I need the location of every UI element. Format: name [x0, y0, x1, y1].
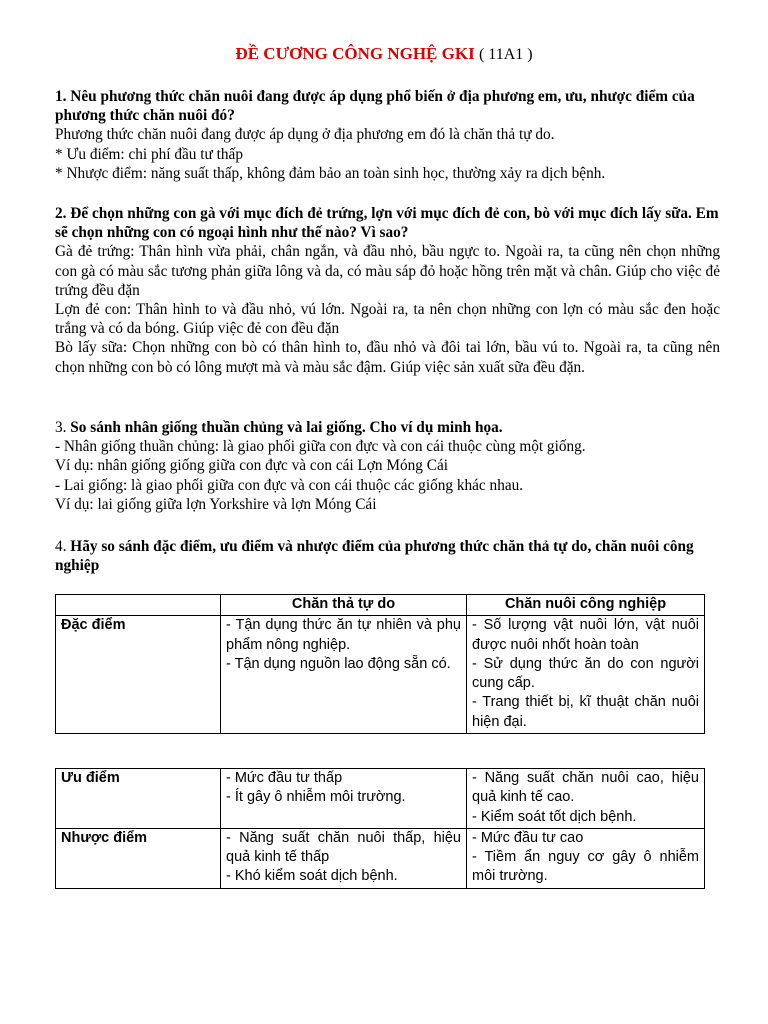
cell-industrial-advantages [467, 769, 705, 829]
cell-line: - Ít gây ô nhiễm môi trường. [226, 789, 406, 806]
cell-free-range-advantages [221, 769, 467, 829]
q2-chicken-paragraph: Gà đẻ trứng: Thân hình vừa phải, chân ngắn, và đầu nhỏ, bầu ngực to. Ngoài ra, ta cũng nên chọn những con gà có màu sắc tương phản giữa lông và da, có màu sáp đỏ hoặc hồng trên mặt và chân. Giúp cho việc đẻ trứng đều đặn [55, 243, 720, 299]
cell-line: - Tiềm ẩn nguy cơ gây ô nhiễm môi trường. [472, 849, 699, 885]
table-header-industrial: Chăn nuôi công nghiệp [467, 595, 705, 616]
q3-line: Ví dụ: lai giống giữa lợn Yorkshire và lợn Móng Cái [55, 495, 377, 513]
question-4-number: 4. [55, 538, 71, 555]
question-4-heading [55, 537, 720, 575]
cell-line: - Mức đầu tư thấp [226, 770, 343, 786]
question-2-text: 2. Để chọn những con gà với mục đích đẻ trứng, lợn với mục đích đẻ con, bò với mục đích lấy sữa. Em sẽ chọn những con có ngoại hình như thế nào? Vì sao? [55, 205, 719, 242]
q3-line: - Nhân giống thuần chủng: là giao phối giữa con đực và con cái thuộc cùng một giống. [55, 438, 586, 456]
table-header-free-range: Chăn thả tự do [221, 595, 467, 616]
cell-line: - Tận dụng nguồn lao động sẵn có. [226, 655, 451, 672]
q2-pig-paragraph: Lợn đẻ con: Thân hình to và đầu nhỏ, vú lớn. Ngoài ra, ta nên chọn những con lợn có màu sắc đen hoặc trắng và có da bóng. Giúp việc đẻ con đều đặn [55, 301, 720, 338]
cell-line: - Năng suất chăn nuôi thấp, hiệu quả kinh tế thấp [226, 829, 461, 866]
document-title [0, 44, 768, 65]
question-1-text: 1. Nêu phương thức chăn nuôi đang được áp dụng phổ biến ở địa phương em, ưu, nhược điểm của phương thức chăn nuôi đó? [55, 88, 695, 125]
q1-advantage-line: * Ưu điểm: chi phí đầu tư thấp [55, 145, 243, 163]
question-3-text: So sánh nhân giống thuần chủng và lai giống. Cho ví dụ minh họa. [70, 419, 503, 436]
table-row [56, 769, 705, 829]
comparison-table-part-1 [55, 594, 705, 734]
row-label-characteristics: Đặc điểm [56, 616, 221, 734]
question-3-heading [55, 418, 720, 437]
title-main: ĐỀ CƯƠNG CÔNG NGHỆ GKI [235, 44, 475, 63]
cell-line: - Sử dụng thức ăn do con người cung cấp. [472, 655, 699, 692]
question-3-number: 3. [55, 419, 71, 436]
cell-line: - Mức đầu tư cao [472, 829, 584, 846]
cell-line: - Trang thiết bị, kĩ thuật chăn nuôi hiện đại. [472, 694, 699, 730]
q2-cow-paragraph: Bò lấy sữa: Chọn những con bò có thân hình to, đầu nhỏ và đôi tai lớn, bầu vú to. Ngoài ra, ta cũng nên chọn những con bò có lông mượt mà và màu sắc đậm. Giúp việc sản xuất sữa đều đặn. [55, 339, 720, 376]
cell-free-range-characteristics [221, 616, 467, 734]
cell-line: - Số lượng vật nuôi lớn, vật nuôi được nuôi nhốt hoàn toàn [472, 617, 699, 653]
cell-line: - Kiểm soát tốt dịch bệnh. [472, 808, 637, 825]
title-class: ( 11A1 ) [478, 46, 533, 63]
comparison-table-part-2 [55, 768, 705, 889]
row-label-disadvantages: Nhược điểm [56, 828, 221, 888]
cell-free-range-disadvantages [221, 828, 467, 888]
question-2-section [55, 204, 720, 377]
cell-industrial-disadvantages [467, 828, 705, 888]
question-1-section [55, 87, 720, 183]
cell-line: - Tận dụng thức ăn tự nhiên và phụ phẩm nông nghiệp. [226, 617, 461, 653]
q3-line: Ví dụ: nhân giống giống giữa con đực và con cái Lợn Móng Cái [55, 457, 448, 475]
table-row [56, 616, 705, 734]
cell-line: - Khó kiểm soát dịch bệnh. [226, 868, 398, 885]
table-header-row [56, 595, 705, 616]
question-4-section [55, 537, 720, 575]
cell-line: - Năng suất chăn nuôi cao, hiệu quả kinh tế cao. [472, 770, 699, 806]
row-label-advantages: Ưu điểm [56, 769, 221, 829]
q1-answer-line: Phương thức chăn nuôi đang được áp dụng ở địa phương em đó là chăn thả tự do. [55, 126, 555, 144]
table-row [56, 828, 705, 888]
q3-line: - Lai giống: là giao phối giữa con đực và con cái thuộc các giống khác nhau. [55, 476, 524, 494]
question-3-section [55, 418, 720, 514]
table-header-empty [56, 595, 221, 616]
cell-industrial-characteristics [467, 616, 705, 734]
q1-disadvantage-line: * Nhược điểm: năng suất thấp, không đảm bảo an toàn sinh học, thường xảy ra dịch bệnh. [55, 164, 606, 182]
question-4-text: Hãy so sánh đặc điểm, ưu điểm và nhược điểm của phương thức chăn thả tự do, chăn nuôi công nghiệp [55, 538, 694, 575]
